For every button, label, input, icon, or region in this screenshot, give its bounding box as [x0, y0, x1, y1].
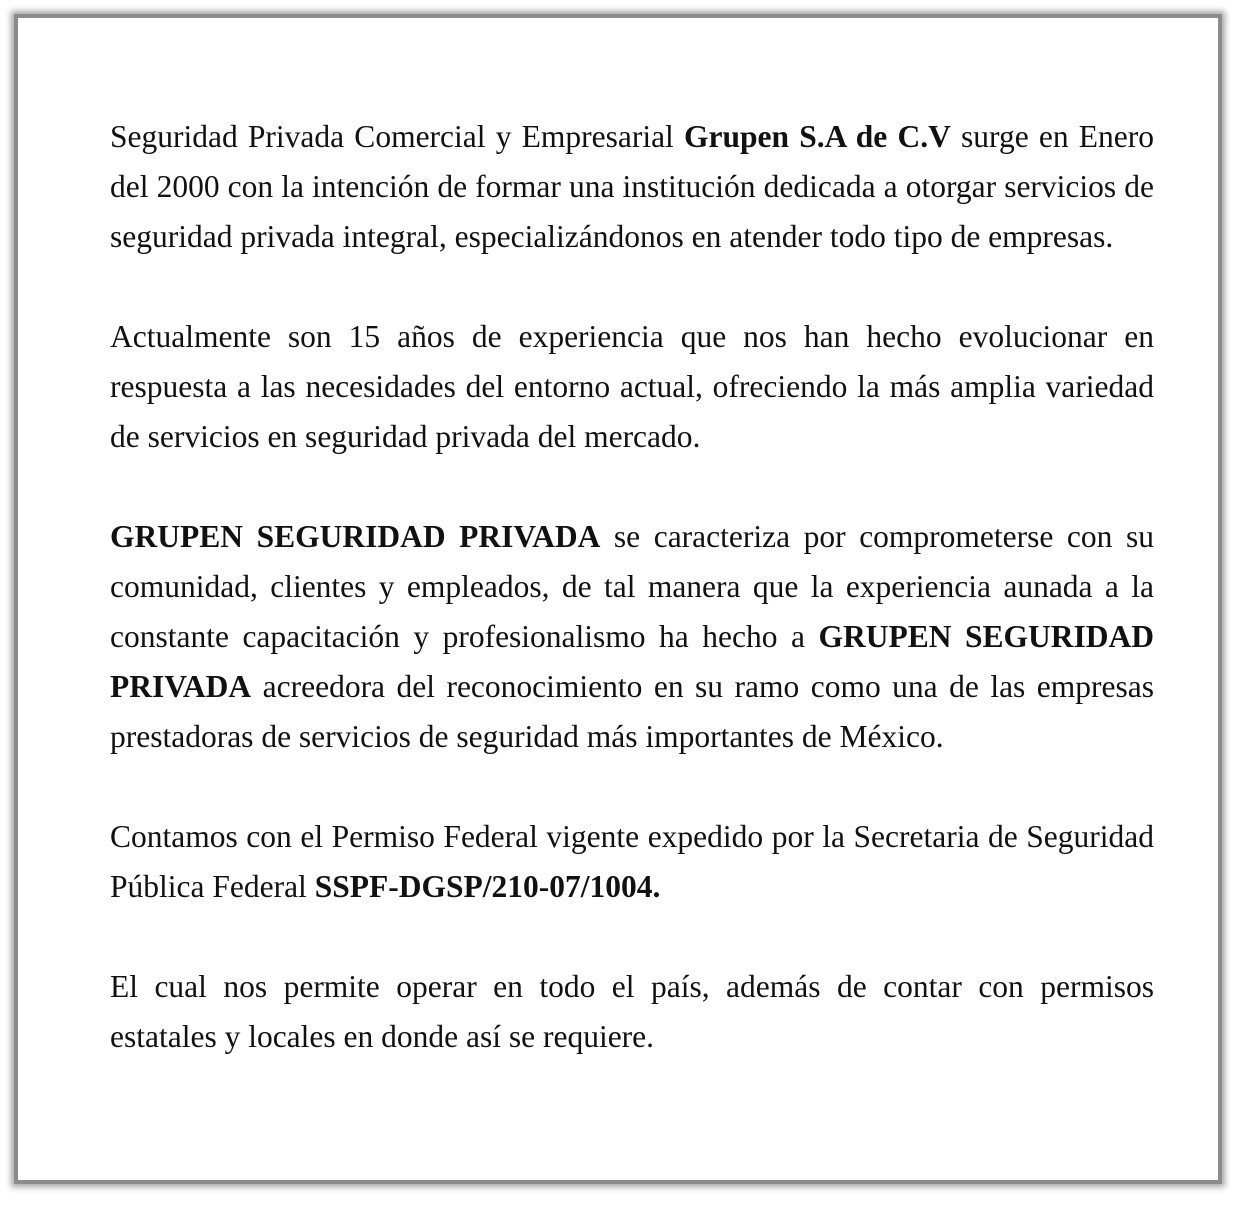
text-segment: Seguridad Privada Comercial y Empresarial [110, 119, 684, 154]
text-segment: se caracteriza por comprometerse con su comunidad, clientes y empleados, de tal manera que la experiencia aunada a la constante capacitación y profesionalismo ha hecho a [110, 519, 1154, 654]
document-frame [14, 14, 1222, 1184]
paragraph-coverage [110, 962, 1154, 1062]
text-segment: surge en Enero del 2000 con la intención de formar una institución dedicada a otorgar servicios de seguridad privada integral, especializándonos en atender todo tipo de empresas. [110, 119, 1155, 254]
paragraph-experience [110, 312, 1154, 462]
company-name: Grupen S.A de C.V [684, 119, 951, 154]
permit-number: SSPF-DGSP/210-07/1004. [314, 869, 661, 904]
text-segment: Actualmente son 15 años de experiencia que nos han hecho evolucionar en respuesta a las necesidades del entorno actual, ofreciendo la más amplia variedad de servicios en seguridad privada del mercado. [110, 319, 1154, 454]
company-name: GRUPEN SEGURIDAD PRIVADA [110, 619, 1154, 704]
text-segment: Contamos con el Permiso Federal vigente expedido por la Secretaria de Seguridad Pública Federal [110, 819, 1154, 904]
company-name: GRUPEN SEGURIDAD PRIVADA [110, 519, 601, 554]
paragraph-commitment [110, 512, 1154, 762]
document-body [110, 112, 1154, 1112]
paragraph-permit [110, 812, 1154, 912]
paragraph-intro [110, 112, 1154, 262]
text-segment: El cual nos permite operar en todo el país, además de contar con permisos estatales y locales en donde así se requiere. [110, 969, 1154, 1054]
text-segment: acreedora del reconocimiento en su ramo como una de las empresas prestadoras de servicios de seguridad más importantes de México. [110, 669, 1154, 754]
